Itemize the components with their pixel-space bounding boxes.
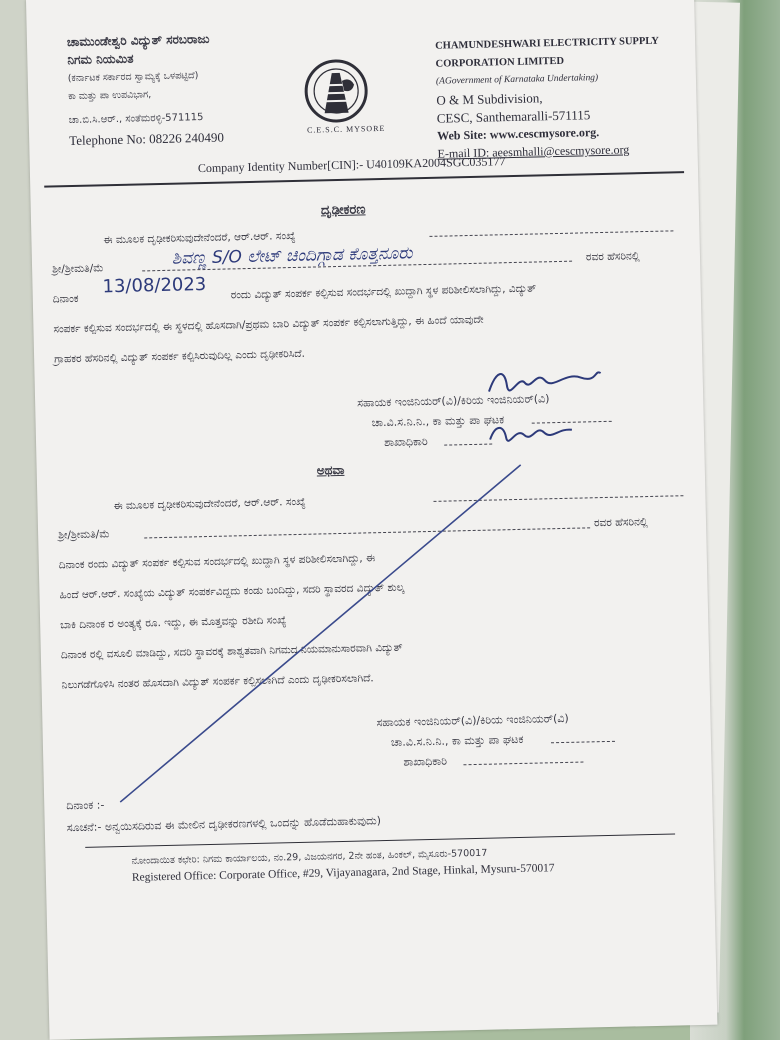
kn-company-name: ಚಾಮುಂಡೇಶ್ವರಿ ವಿದ್ಯುತ್ ಸರಬರಾಜು [66, 31, 210, 50]
instruction-note: ಸೂಚನೆ:- ಅನ್ವಯಿಸದಿರುವ ಈ ಮೇಲಿನ ದೃಢೀಕರಣಗಳಲ್ಲಿ ಒಂದನ್ನು ಹೊಡೆದುಹಾಕುವುದು) [66, 814, 382, 835]
alt-line-2-suffix: ರವರ ಹೆಸರಿನಲ್ಲಿ [593, 516, 648, 530]
cert-line-3-prefix: ದಿನಾಂಕ [52, 292, 79, 306]
footer-divider [85, 833, 675, 847]
en-company-suffix: CORPORATION LIMITED [435, 55, 565, 70]
strike-out-line [107, 459, 535, 808]
signature-2 [486, 420, 577, 448]
kn-address: ಚಾ.ಬಿ.ಸಿ.ಆರ್., ಸಂತೆಮರಳ್ಳಿ-571115 [68, 112, 204, 127]
alt-line-5: ಬಾಕಿ ದಿನಾಂಕ ರ ಅಂತ್ಯಕ್ಕೆ ರೂ. ಇದ್ದು, ಈ ಮೊತ್ತವನ್ನು ರಶೀದಿ ಸಂಖ್ಯೆ [60, 614, 287, 632]
en-govt-note: (AGovernment of Karnataka Undertaking) [435, 73, 599, 87]
website: Web Site: www.cescmysore.org. [437, 125, 600, 143]
alt-line-4: ಹಿಂದೆ ಆರ್.ಆರ್. ಸಂಖ್ಯೆಯ ವಿದ್ಯುತ್ ಸಂಪರ್ಕವಿದ್ದದು ಕಂಡು ಬಂದಿದ್ದು, ಸದರಿ ಸ್ಥಾವರದ ವಿದ್ಯುತ್ ಶುಲ್ಕ [59, 581, 405, 602]
alternate-title: ಅಥವಾ [316, 462, 345, 478]
cert-line-2-prefix: ಶ್ರೀ/ಶ್ರೀಮತಿ/ಮೆ [51, 262, 104, 276]
alt-line-1: ಈ ಮೂಲಕ ದೃಢೀಕರಿಸುವುದೇನೆಂದರೆ, ಆರ್.ಆರ್. ಸಂಖ್ಯೆ [113, 495, 306, 513]
kn-subdivision: ಕಾ ಮತ್ತು ಪಾ ಉಪವಿಭಾಗ, [68, 89, 152, 103]
en-company-name: CHAMUNDESHWARI ELECTRICITY SUPPLY [435, 35, 660, 52]
rr-number-blank [429, 230, 673, 237]
alt-sign-unit: ಚಾ.ವಿ.ಸ.ನಿ.ನಿ., ಕಾ ಮತ್ತು ಪಾ ಘಟಕ [390, 732, 524, 749]
email: E-mail ID: aeesmhalli@cescmysore.org [437, 142, 630, 161]
letterhead-page [26, 0, 717, 1040]
footer-en: Registered Office: Corporate Office, #29, Vijayanagara, 2nd Stage, Hinkal, Mysuru-570017 [131, 862, 555, 884]
logo-emblem-icon [295, 50, 377, 132]
footer-kn: ನೋಂದಾಯಿತ ಕಛೇರಿ: ನಿಗಮ ಕಾರ್ಯಾಲಯ, ನಂ.29, ವಿಜಯನಗರ, 2ನೇ ಹಂತ, ಹಿಂಕಲ್, ಮೈಸೂರು-570017 [131, 847, 488, 867]
cert-line-5: ಗ್ರಾಹಕರ ಹೆಸರಿನಲ್ಲಿ ವಿದ್ಯುತ್ ಸಂಪರ್ಕ ಕಲ್ಪಿಸಿರುವುದಿಲ್ಲ ಎಂದು ದೃಢೀಕರಿಸಿದೆ. [54, 347, 305, 366]
header-divider [44, 171, 684, 188]
certificate-title: ದೃಢೀಕರಣ [320, 202, 366, 219]
kn-govt-note: (ಕರ್ನಾಟಕ ಸರ್ಕಾರದ ಸ್ವಾಮ್ಯಕ್ಕೆ ಒಳಪಟ್ಟಿದೆ) [67, 70, 199, 85]
cert-sign-officer: ಶಾಖಾಧಿಕಾರಿ [383, 435, 428, 449]
cert-sign-unit: ಚಾ.ವಿ.ಸ.ನಿ.ನಿ., ಕಾ ಮತ್ತು ಪಾ ಘಟಕ [371, 413, 505, 430]
handwritten-date: 13/08/2023 [102, 273, 207, 298]
en-subdivision: O & M Subdivision, [436, 90, 543, 108]
cin-number: Company Identity Number[CIN]:- U40109KA2004SGC035177 [197, 154, 506, 176]
cesc-logo [295, 50, 377, 132]
alt-line-6: ದಿನಾಂಕ ರಲ್ಲಿ ವಸೂಲಿ ಮಾಡಿದ್ದು, ಸದರಿ ಸ್ಥಾವರಕ್ಕೆ ಶಾಶ್ವತವಾಗಿ ನಿಗಮದ ನಿಯಮಾನುಸಾರವಾಗಿ ವಿದ್ಯುತ್ [60, 641, 403, 662]
cert-officer-blank [444, 444, 492, 446]
alt-unit-blank [551, 741, 615, 743]
alt-sign-officer: ಶಾಖಾಧಿಕಾರಿ [403, 754, 448, 769]
logo-caption: C.E.S.C. MYSORE [306, 123, 386, 135]
alt-date-label: ದಿನಾಂಕ :- [66, 798, 105, 813]
cert-line-2-suffix: ರವರ ಹೆಸರಿನಲ್ಲಿ [585, 250, 640, 264]
cert-line-3-rest: ರಂದು ವಿದ್ಯುತ್ ಸಂಪರ್ಕ ಕಲ್ಪಿಸುವ ಸಂದರ್ಭದಲ್ಲಿ ಖುದ್ದಾಗಿ ಸ್ಥಳ ಪರಿಶೀಲಿಸಲಾಗಿದ್ದು, ವಿದ್ಯುತ್ [230, 282, 537, 302]
cert-sign-role: ಸಹಾಯಕ ಇಂಜಿನಿಯರ್(ವಿ)/ಕಿರಿಯ ಇಂಜಿನಿಯರ್(ವಿ) [357, 392, 550, 410]
handwritten-name: ಶಿವಣ್ಣ S/O ಲೇಟ್ ಚಿಂದಿಗ್ಗಾಡ ಕೊತ್ತನೂರು [171, 243, 413, 269]
alt-line-3: ದಿನಾಂಕ ರಂದು ವಿದ್ಯುತ್ ಸಂಪರ್ಕ ಕಲ್ಪಿಸುವ ಸಂದರ್ಭದಲ್ಲಿ ಖುದ್ದಾಗಿ ಸ್ಥಳ ಪರಿಶೀಲಿಸಲಾಗಿದ್ದು, ಈ [58, 552, 376, 572]
cert-line-4: ಸಂಪರ್ಕ ಕಲ್ಪಿಸುವ ಸಂದರ್ಭದಲ್ಲಿ ಈ ಸ್ಥಳದಲ್ಲಿ ಹೊಸದಾಗಿ/ಪ್ರಥಮ ಬಾರಿ ವಿದ್ಯುತ್ ಸಂಪರ್ಕ ಕಲ್ಪಿಸಲಾಗುತ್ತಿದ್ದು, ಈ ಹಿಂದೆ ಯಾವುದೇ [53, 313, 484, 336]
alt-line-2-prefix: ಶ್ರೀ/ಶ್ರೀಮತಿ/ಮೆ [58, 528, 110, 542]
en-address: CESC, Santhemaralli-571115 [436, 107, 591, 126]
alt-sign-role: ಸಹಾಯಕ ಇಂಜಿನಿಯರ್(ವಿ)/ಕಿರಿಯ ಇಂಜಿನಿಯರ್(ವಿ) [376, 711, 569, 730]
kn-company-suffix: ನಿಗಮ ನಿಯಮಿತ [67, 51, 134, 68]
alt-line-7: ನಿಲುಗಡೆಗೊಳಿಸಿ ನಂತರ ಹೊಸದಾಗಿ ವಿದ್ಯುತ್ ಸಂಪರ್ಕ ಕಲ್ಪಿಸಲಾಗಿದೆ ಎಂದು ದೃಢೀಕರಿಸಲಾಗಿದೆ. [61, 672, 374, 692]
cert-line-1: ಈ ಮೂಲಕ ದೃಢೀಕರಿಸುವುದೇನೆಂದರೆ, ಆರ್.ಆರ್. ಸಂಖ್ಯೆ [103, 229, 296, 247]
telephone: Telephone No: 08226 240490 [69, 129, 225, 149]
